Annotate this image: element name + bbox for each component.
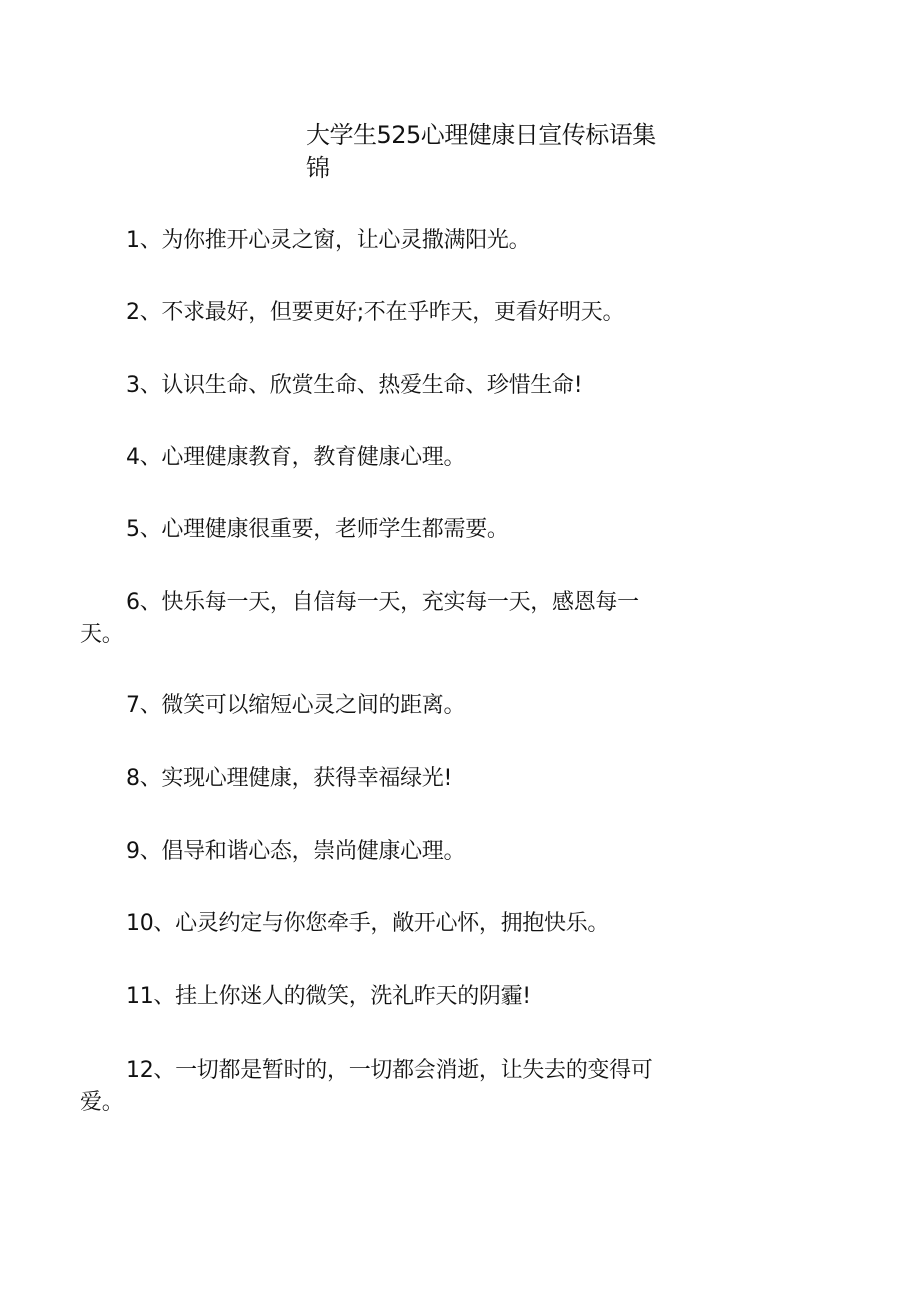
slogan-item: 8、实现心理健康，获得幸福绿光! <box>126 766 453 791</box>
slogan-item: 10、心灵约定与你您牵手，敞开心怀，拥抱快乐。 <box>126 911 610 936</box>
slogan-item: 4、心理健康教育，教育健康心理。 <box>126 445 466 470</box>
slogan-item: 12、一切都是暂时的，一切都会消逝，让失去的变得可爱。 <box>80 1058 653 1115</box>
slogan-item: 2、不求最好，但要更好;不在乎昨天，更看好明天。 <box>126 300 625 325</box>
slogan-item: 5、心理健康很重要，老师学生都需要。 <box>126 517 509 542</box>
slogan-item: 11、挂上你迷人的微笑，洗礼昨天的阴霾! <box>126 984 531 1009</box>
slogan-item: 1、为你推开心灵之窗，让心灵撒满阳光。 <box>126 228 531 253</box>
slogan-item: 6、快乐每一天，自信每一天，充实每一天，感恩每一天。 <box>80 590 639 647</box>
slogan-item: 7、微笑可以缩短心灵之间的距离。 <box>126 693 466 718</box>
slogan-item: 9、倡导和谐心态，崇尚健康心理。 <box>126 839 466 864</box>
page-title: 大学生525心理健康日宣传标语集锦 <box>306 121 656 182</box>
slogan-item: 3、认识生命、欣赏生命、热爱生命、珍惜生命! <box>126 373 583 398</box>
